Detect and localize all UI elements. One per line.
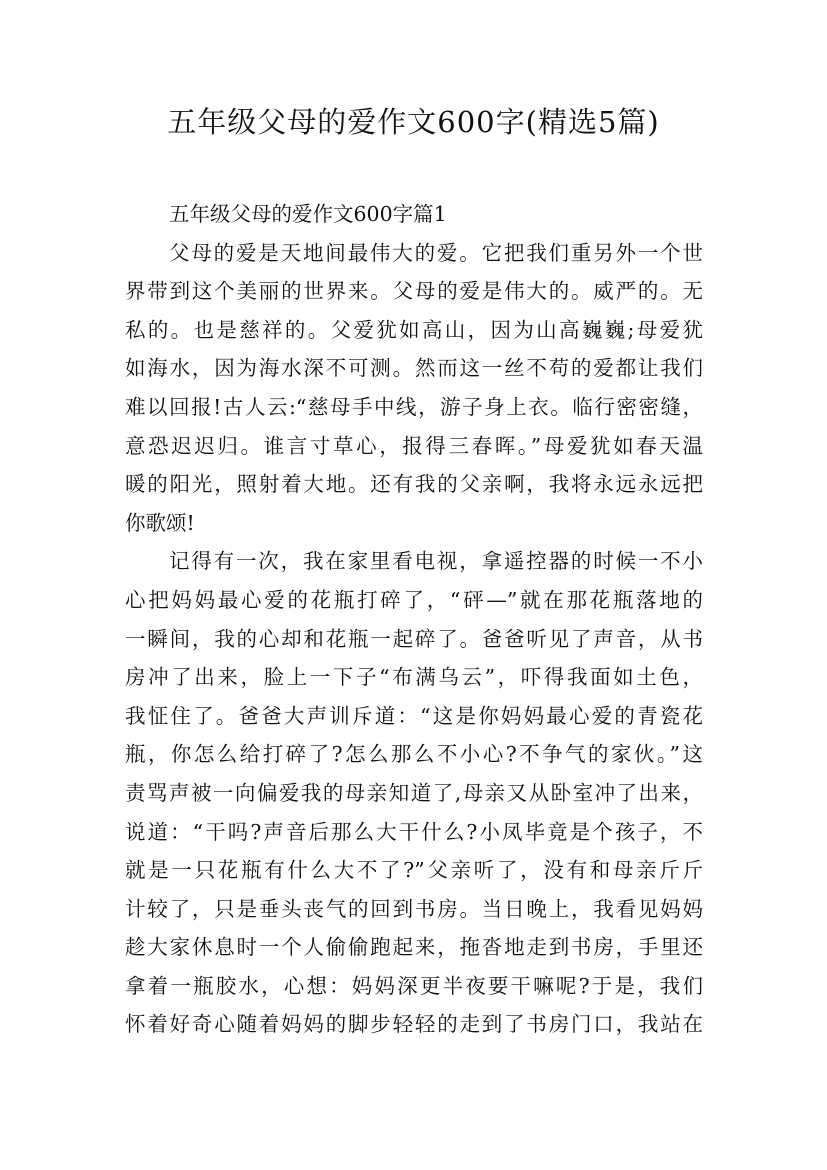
paragraph-line: 界带到这个美丽的世界来。父母的爱是伟大的。威严的。无	[125, 279, 703, 304]
paragraph-2	[125, 542, 703, 1044]
section-heading: 五年级父母的爱作文600字篇1	[169, 202, 447, 226]
document-body	[125, 195, 703, 1044]
paragraph-line: 意恐迟迟归。谁言寸草心，报得三春晖。”母爱犹如春天温	[125, 433, 703, 458]
paragraph-line: 如海水，因为海水深不可测。然而这一丝不苟的爱都让我们	[125, 356, 703, 381]
paragraph-line: 暖的阳光，照射着大地。还有我的父亲啊，我将永远永远把	[125, 472, 703, 497]
paragraph-line: 怀着好奇心随着妈妈的脚步轻轻的走到了书房门口，我站在	[125, 1012, 703, 1037]
paragraph-line: 难以回报!古人云:“慈母手中线，游子身上衣。临行密密缝，	[125, 394, 703, 419]
paragraph-line: 父母的爱是天地间最伟大的爱。它把我们重另外一个世	[169, 240, 703, 265]
paragraph-line: 私的。也是慈祥的。父爱犹如高山，因为山高巍巍;母爱犹	[125, 317, 703, 342]
paragraph-line: 计较了，只是垂头丧气的回到书房。当日晚上，我看见妈妈	[125, 896, 703, 921]
paragraph-line: 记得有一次，我在家里看电视，拿遥控器的时候一不小	[169, 549, 703, 574]
paragraph-line: 责骂声被一向偏爱我的母亲知道了,母亲又从卧室冲了出来，	[125, 780, 703, 805]
document-title: 五年级父母的爱作文600字(精选5篇)	[167, 105, 660, 139]
paragraph-line: 房冲了出来，脸上一下子“布满乌云”，吓得我面如土色，	[125, 665, 703, 690]
paragraph-line: 拿着一瓶胶水，心想：妈妈深更半夜要干嘛呢?于是，我们	[125, 973, 703, 998]
paragraph-line: 瓶，你怎么给打碎了?怎么那么不小心?不争气的家伙。”这	[125, 742, 703, 767]
paragraph-line: 我怔住了。爸爸大声训斥道：“这是你妈妈最心爱的青瓷花	[125, 703, 703, 728]
paragraph-line: 心把妈妈最心爱的花瓶打碎了，“砰—”就在那花瓶落地的	[125, 587, 703, 612]
paragraph-line: 就是一只花瓶有什么大不了?”父亲听了，没有和母亲斤斤	[125, 858, 703, 883]
paragraph-line: 一瞬间，我的心却和花瓶一起碎了。爸爸听见了声音，从书	[125, 626, 703, 651]
paragraph-line: 趁大家休息时一个人偷偷跑起来，拖沓地走到书房，手里还	[125, 935, 703, 960]
paragraph-line: 你歌颂!	[125, 510, 195, 535]
paragraph-line: 说道：“干吗?声音后那么大干什么?小凤毕竟是个孩子，不	[125, 819, 703, 844]
paragraph-1	[125, 234, 703, 543]
